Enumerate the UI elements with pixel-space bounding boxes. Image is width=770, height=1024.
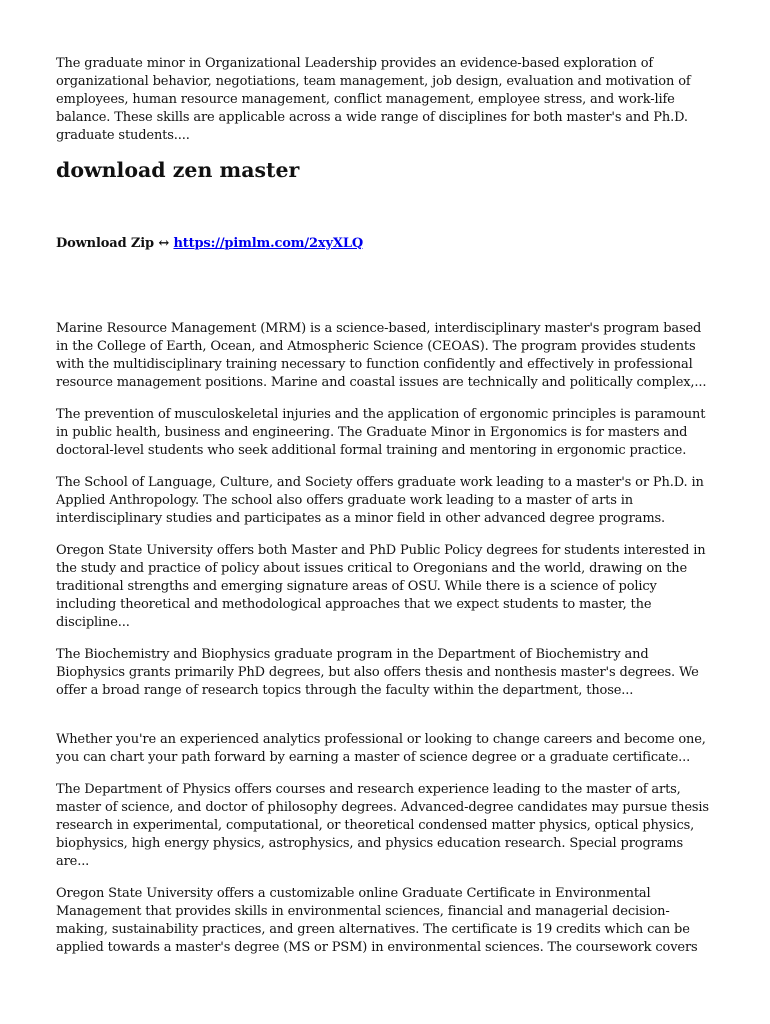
document-page [56,55,716,957]
paragraph-marine-resource: Marine Resource Management (MRM) is a science-based, interdisciplinary master's program based in the College of Earth, Ocean, and Atmospheric Science (CEOAS). The program provides students with the multidisciplinary training necessary to function confidently and effectively in professional resource management positions. Marine and coastal issues are technically and politically complex,... [56,321,707,390]
download-label: Download Zip ↔ [56,236,174,251]
paragraph-analytics: Whether you're an experienced analytics professional or looking to change careers and become one, you can chart your path forward by earning a master of science degree or a graduate certificate... [56,732,706,765]
download-line [56,235,716,253]
download-link[interactable]: https://pimlm.com/2xyXLQ [173,236,364,251]
paragraph-public-policy: Oregon State University offers both Master and PhD Public Policy degrees for students interested in the study and practice of policy about issues critical to Oregonians and the world, drawing on the traditional strengths and emerging signature areas of OSU. While there is a science of policy including theoretical and methodological approaches that we expect students to master, the discipline... [56,543,706,630]
paragraph-biochemistry: The Biochemistry and Biophysics graduate program in the Department of Biochemistry and Biophysics grants primarily PhD degrees, but also offers thesis and nonthesis master's degrees. We offer a broad range of research topics through the faculty within the department, those... [56,647,699,698]
paragraph-ergonomics: The prevention of musculoskeletal injuries and the application of ergonomic principles is paramount in public health, business and engineering. The Graduate Minor in Ergonomics is for masters and doctoral-level students who seek additional formal training and mentoring in ergonomic practice. [56,407,706,458]
paragraph-environmental-management: Oregon State University offers a customizable online Graduate Certificate in Environmental Management that provides skills in environmental sciences, financial and managerial decision-making, sustainability practices, and green alternatives. The certificate is 19 credits which can be applied towards a master's degree (MS or PSM) in environmental sciences. The coursework covers [56,886,698,955]
intro-paragraph: The graduate minor in Organizational Leadership provides an evidence-based exploration of organizational behavior, negotiations, team management, job design, evaluation and motivation of employees, human resource management, conflict management, employee stress, and work-life balance. These skills are applicable across a wide range of disciplines for both master's and Ph.D. graduate students.... [56,56,691,143]
page-title: download zen master [56,158,300,182]
paragraph-physics: The Department of Physics offers courses and research experience leading to the master of arts, master of science, and doctor of philosophy degrees. Advanced-degree candidates may pursue thesis research in experimental, computational, or theoretical condensed matter physics, optical physics, biophysics, high energy physics, astrophysics, and physics education research. Special programs are... [56,782,709,869]
paragraph-applied-anthropology: The School of Language, Culture, and Society offers graduate work leading to a master's or Ph.D. in Applied Anthropology. The school also offers graduate work leading to a master of arts in interdisciplinary studies and participates as a minor field in other advanced degree programs. [56,475,704,526]
